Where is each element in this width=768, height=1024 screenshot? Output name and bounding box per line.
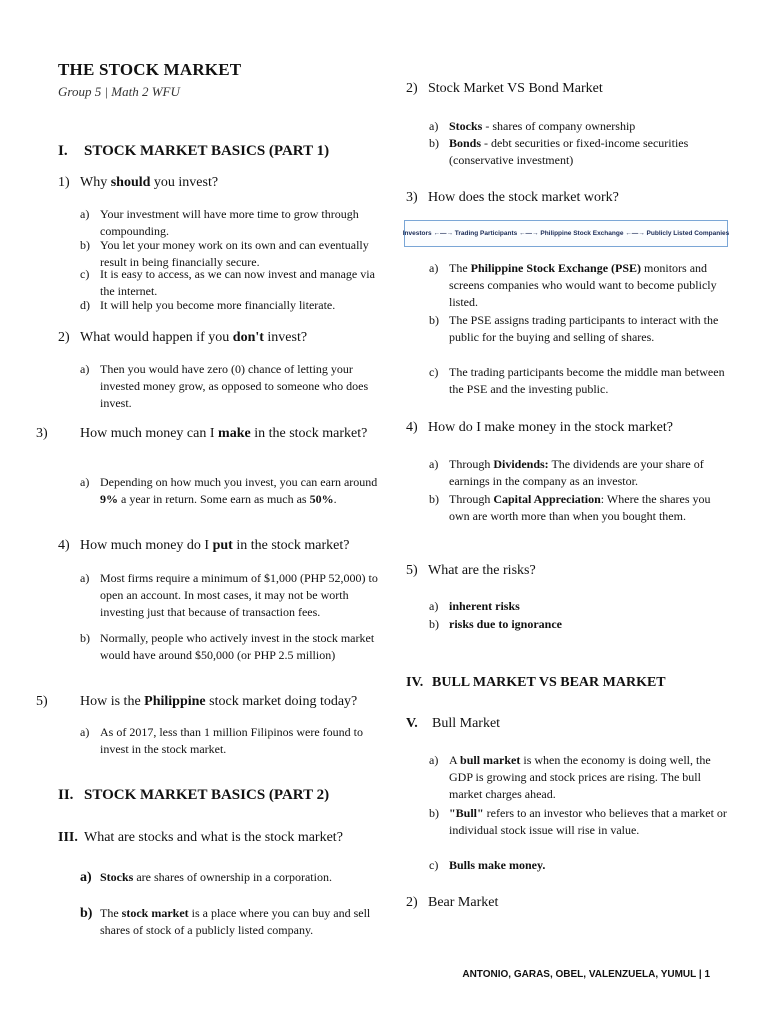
list-text: The trading participants become the middle man between the PSE and the investing public. — [449, 365, 725, 396]
list-letter: b) — [429, 806, 439, 820]
list-text: Through — [449, 457, 494, 471]
question-text: Why — [80, 175, 111, 190]
list-text: monitors and screens companies who would want to become publicly listed. — [449, 261, 717, 309]
question-emphasis: put — [212, 538, 233, 553]
list-emphasis: 50% — [309, 492, 334, 506]
question-number: 1) — [58, 175, 70, 190]
list-letter: b) — [429, 313, 439, 327]
question-emphasis: Philippine — [144, 694, 206, 709]
question-stocks-vs-bonds — [406, 81, 603, 97]
list-emphasis: 9% — [100, 492, 118, 506]
question-number: 2) — [406, 81, 418, 96]
question-text: How do I make money in the stock market? — [428, 420, 673, 435]
section-heading-2 — [58, 787, 329, 804]
footer-authors: ANTONIO, GARAS, OBEL, VALENZUELA, YUMUL — [462, 969, 697, 980]
question-text: invest? — [263, 330, 308, 345]
list-text: It is easy to access, as we can now invest and manage via the internet. — [100, 267, 375, 298]
question-1 — [58, 175, 218, 191]
list-item — [80, 630, 380, 664]
section-heading-5 — [406, 716, 500, 732]
question-number: 5) — [406, 563, 418, 578]
section-heading-1 — [58, 143, 329, 160]
question-text: Stock Market VS Bond Market — [428, 81, 603, 96]
question-risks — [406, 563, 536, 579]
list-emphasis: Stocks — [449, 119, 483, 133]
list-letter: a) — [80, 362, 90, 376]
list-item — [429, 118, 729, 135]
list-item — [80, 905, 380, 939]
list-item — [429, 364, 729, 398]
list-text: Normally, people who actively invest in the stock market would have around $50,000 (or PHP 2.5 million) — [100, 631, 375, 662]
section-title: STOCK MARKET BASICS (PART 2) — [84, 787, 330, 803]
list-letter: a) — [429, 753, 439, 767]
list-letter: a) — [429, 261, 439, 275]
question-5 — [36, 694, 380, 710]
list-item — [80, 266, 380, 300]
list-item — [80, 869, 380, 886]
question-text: in the stock market? — [250, 426, 368, 441]
section-title: What are stocks and what is the stock market? — [84, 830, 343, 845]
question-make-money — [406, 420, 673, 436]
list-letter: c) — [80, 267, 90, 281]
question-number: 2) — [58, 330, 70, 345]
list-letter: a) — [80, 207, 90, 221]
question-text: How much money do I — [80, 538, 213, 553]
question-emphasis: don't — [232, 330, 264, 345]
list-letter: a) — [80, 475, 90, 489]
list-letter: b) — [429, 136, 439, 150]
section-heading-4 — [406, 675, 666, 691]
list-letter: d) — [80, 298, 90, 312]
list-text: Most firms require a minimum of $1,000 (PHP 52,000) to open an account. In most cases, it may not be worth investing just that because of transaction fees. — [100, 571, 378, 619]
list-emphasis: "Bull" — [449, 806, 484, 820]
list-letter: a) — [429, 599, 439, 613]
question-number: 4) — [406, 420, 418, 435]
list-item — [429, 616, 729, 633]
list-letter: a) — [429, 119, 439, 133]
question-text: Bear Market — [428, 895, 499, 910]
list-item — [80, 361, 380, 412]
list-item — [80, 297, 400, 314]
list-text: A — [449, 753, 461, 767]
section-heading-3 — [58, 830, 343, 846]
question-text: stock market doing today? — [205, 694, 358, 709]
list-letter: b) — [80, 238, 90, 252]
list-item — [429, 456, 734, 490]
question-emphasis: should — [110, 175, 151, 190]
list-text: - debt securities or fixed-income securities (conservative investment) — [449, 136, 689, 167]
list-emphasis: Bonds — [449, 136, 482, 150]
question-emphasis: make — [218, 426, 251, 441]
list-emphasis: Stocks — [100, 870, 134, 884]
question-number: 3) — [406, 190, 418, 205]
page-number: 1 — [704, 969, 710, 980]
list-item — [429, 312, 729, 346]
list-text: Then you would have zero (0) chance of letting your invested money grow, as opposed to someone who does invest. — [100, 362, 369, 410]
list-item — [80, 206, 380, 240]
question-3 — [36, 426, 370, 442]
list-text: The dividends are your share of earnings in the company as an investor. — [449, 457, 704, 488]
list-text: The PSE assigns trading participants to interact with the public for the buying and selling of shares. — [449, 313, 719, 344]
list-emphasis: Capital Appreciation — [493, 492, 601, 506]
section-number: III. — [58, 830, 78, 845]
question-how-it-works — [406, 190, 619, 206]
footer-separator: | — [696, 969, 705, 980]
list-letter: c) — [429, 858, 439, 872]
question-text: What are the risks? — [428, 563, 536, 578]
list-emphasis: risks due to ignorance — [449, 617, 563, 631]
list-text: is when the economy is doing well, the GDP is growing and stock prices are rising. The bull market charges ahead. — [449, 753, 711, 801]
question-text: What would happen if you — [80, 330, 233, 345]
page-title: THE STOCK MARKET — [58, 60, 242, 79]
list-text: : Where the shares you own are worth more than when you bought them. — [449, 492, 711, 523]
list-item — [80, 570, 380, 621]
section-title: Bull Market — [432, 716, 501, 731]
question-4 — [58, 538, 349, 554]
section-title: BULL MARKET VS BEAR MARKET — [432, 675, 666, 690]
question-text: How does the stock market work? — [428, 190, 619, 205]
list-text: . — [333, 492, 337, 506]
list-text: Through — [449, 492, 494, 506]
question-text: How is the — [80, 694, 145, 709]
list-letter: b) — [429, 617, 439, 631]
list-letter: b) — [80, 906, 93, 921]
section-number: I. — [58, 143, 68, 159]
section-number: IV. — [406, 675, 424, 690]
list-item — [80, 724, 380, 758]
list-emphasis: inherent risks — [449, 599, 520, 613]
list-emphasis: Dividends: — [493, 457, 549, 471]
list-item — [429, 857, 734, 874]
question-bear-market — [406, 895, 498, 911]
list-text: Depending on how much you invest, you can earn around — [100, 475, 378, 489]
list-text: is a place where you can buy and sell shares of stock of a publicly listed company. — [100, 906, 371, 937]
list-item — [429, 491, 734, 525]
list-text: The — [449, 261, 471, 275]
question-text: How much money can I — [80, 426, 219, 441]
list-emphasis: stock market — [121, 906, 189, 920]
list-item — [429, 260, 729, 311]
list-item — [80, 474, 380, 508]
list-letter: a) — [80, 571, 90, 585]
list-text: It will help you become more financially literate. — [100, 298, 336, 312]
question-number: 4) — [58, 538, 70, 553]
list-letter: a) — [80, 870, 92, 885]
list-letter: c) — [429, 365, 439, 379]
list-emphasis: Bulls make money. — [449, 858, 546, 872]
list-letter: b) — [429, 492, 439, 506]
page-subtitle: Group 5 | Math 2 WFU — [58, 84, 180, 99]
question-2 — [58, 330, 307, 346]
section-title: STOCK MARKET BASICS (PART 1) — [84, 143, 330, 159]
list-emphasis: Philippine Stock Exchange (PSE) — [470, 261, 642, 275]
list-letter: b) — [80, 631, 90, 645]
list-emphasis: bull market — [460, 753, 521, 767]
list-text: As of 2017, less than 1 million Filipinos were found to invest in the stock market. — [100, 725, 363, 756]
question-number: 2) — [406, 895, 418, 910]
question-number: 5) — [36, 694, 48, 709]
list-text: You let your money work on its own and can eventually result in being financially secure. — [100, 238, 369, 269]
list-letter: a) — [80, 725, 90, 739]
list-text: a year in return. Some earn as much as — [118, 492, 310, 506]
list-item — [429, 135, 729, 169]
list-item — [429, 598, 729, 615]
question-number: 3) — [36, 426, 48, 441]
list-letter: a) — [429, 457, 439, 471]
section-number: V. — [406, 716, 418, 731]
section-number: II. — [58, 787, 74, 803]
list-item — [429, 752, 734, 803]
market-flow-diagram: Investors ←—→ Trading Participants ←—→ Philippine Stock Exchange ←—→ Publicly Listed Companies — [404, 220, 728, 247]
list-text: Your investment will have more time to grow through compounding. — [100, 207, 359, 238]
list-item — [429, 805, 734, 839]
list-text: are shares of ownership in a corporation. — [133, 870, 332, 884]
question-text: in the stock market? — [232, 538, 350, 553]
list-text: - shares of company ownership — [482, 119, 636, 133]
list-text: refers to an investor who believes that a market or individual stock issue will rise in value. — [449, 806, 727, 837]
list-text: The — [100, 906, 122, 920]
page-footer — [462, 969, 710, 980]
question-text: you invest? — [150, 175, 219, 190]
